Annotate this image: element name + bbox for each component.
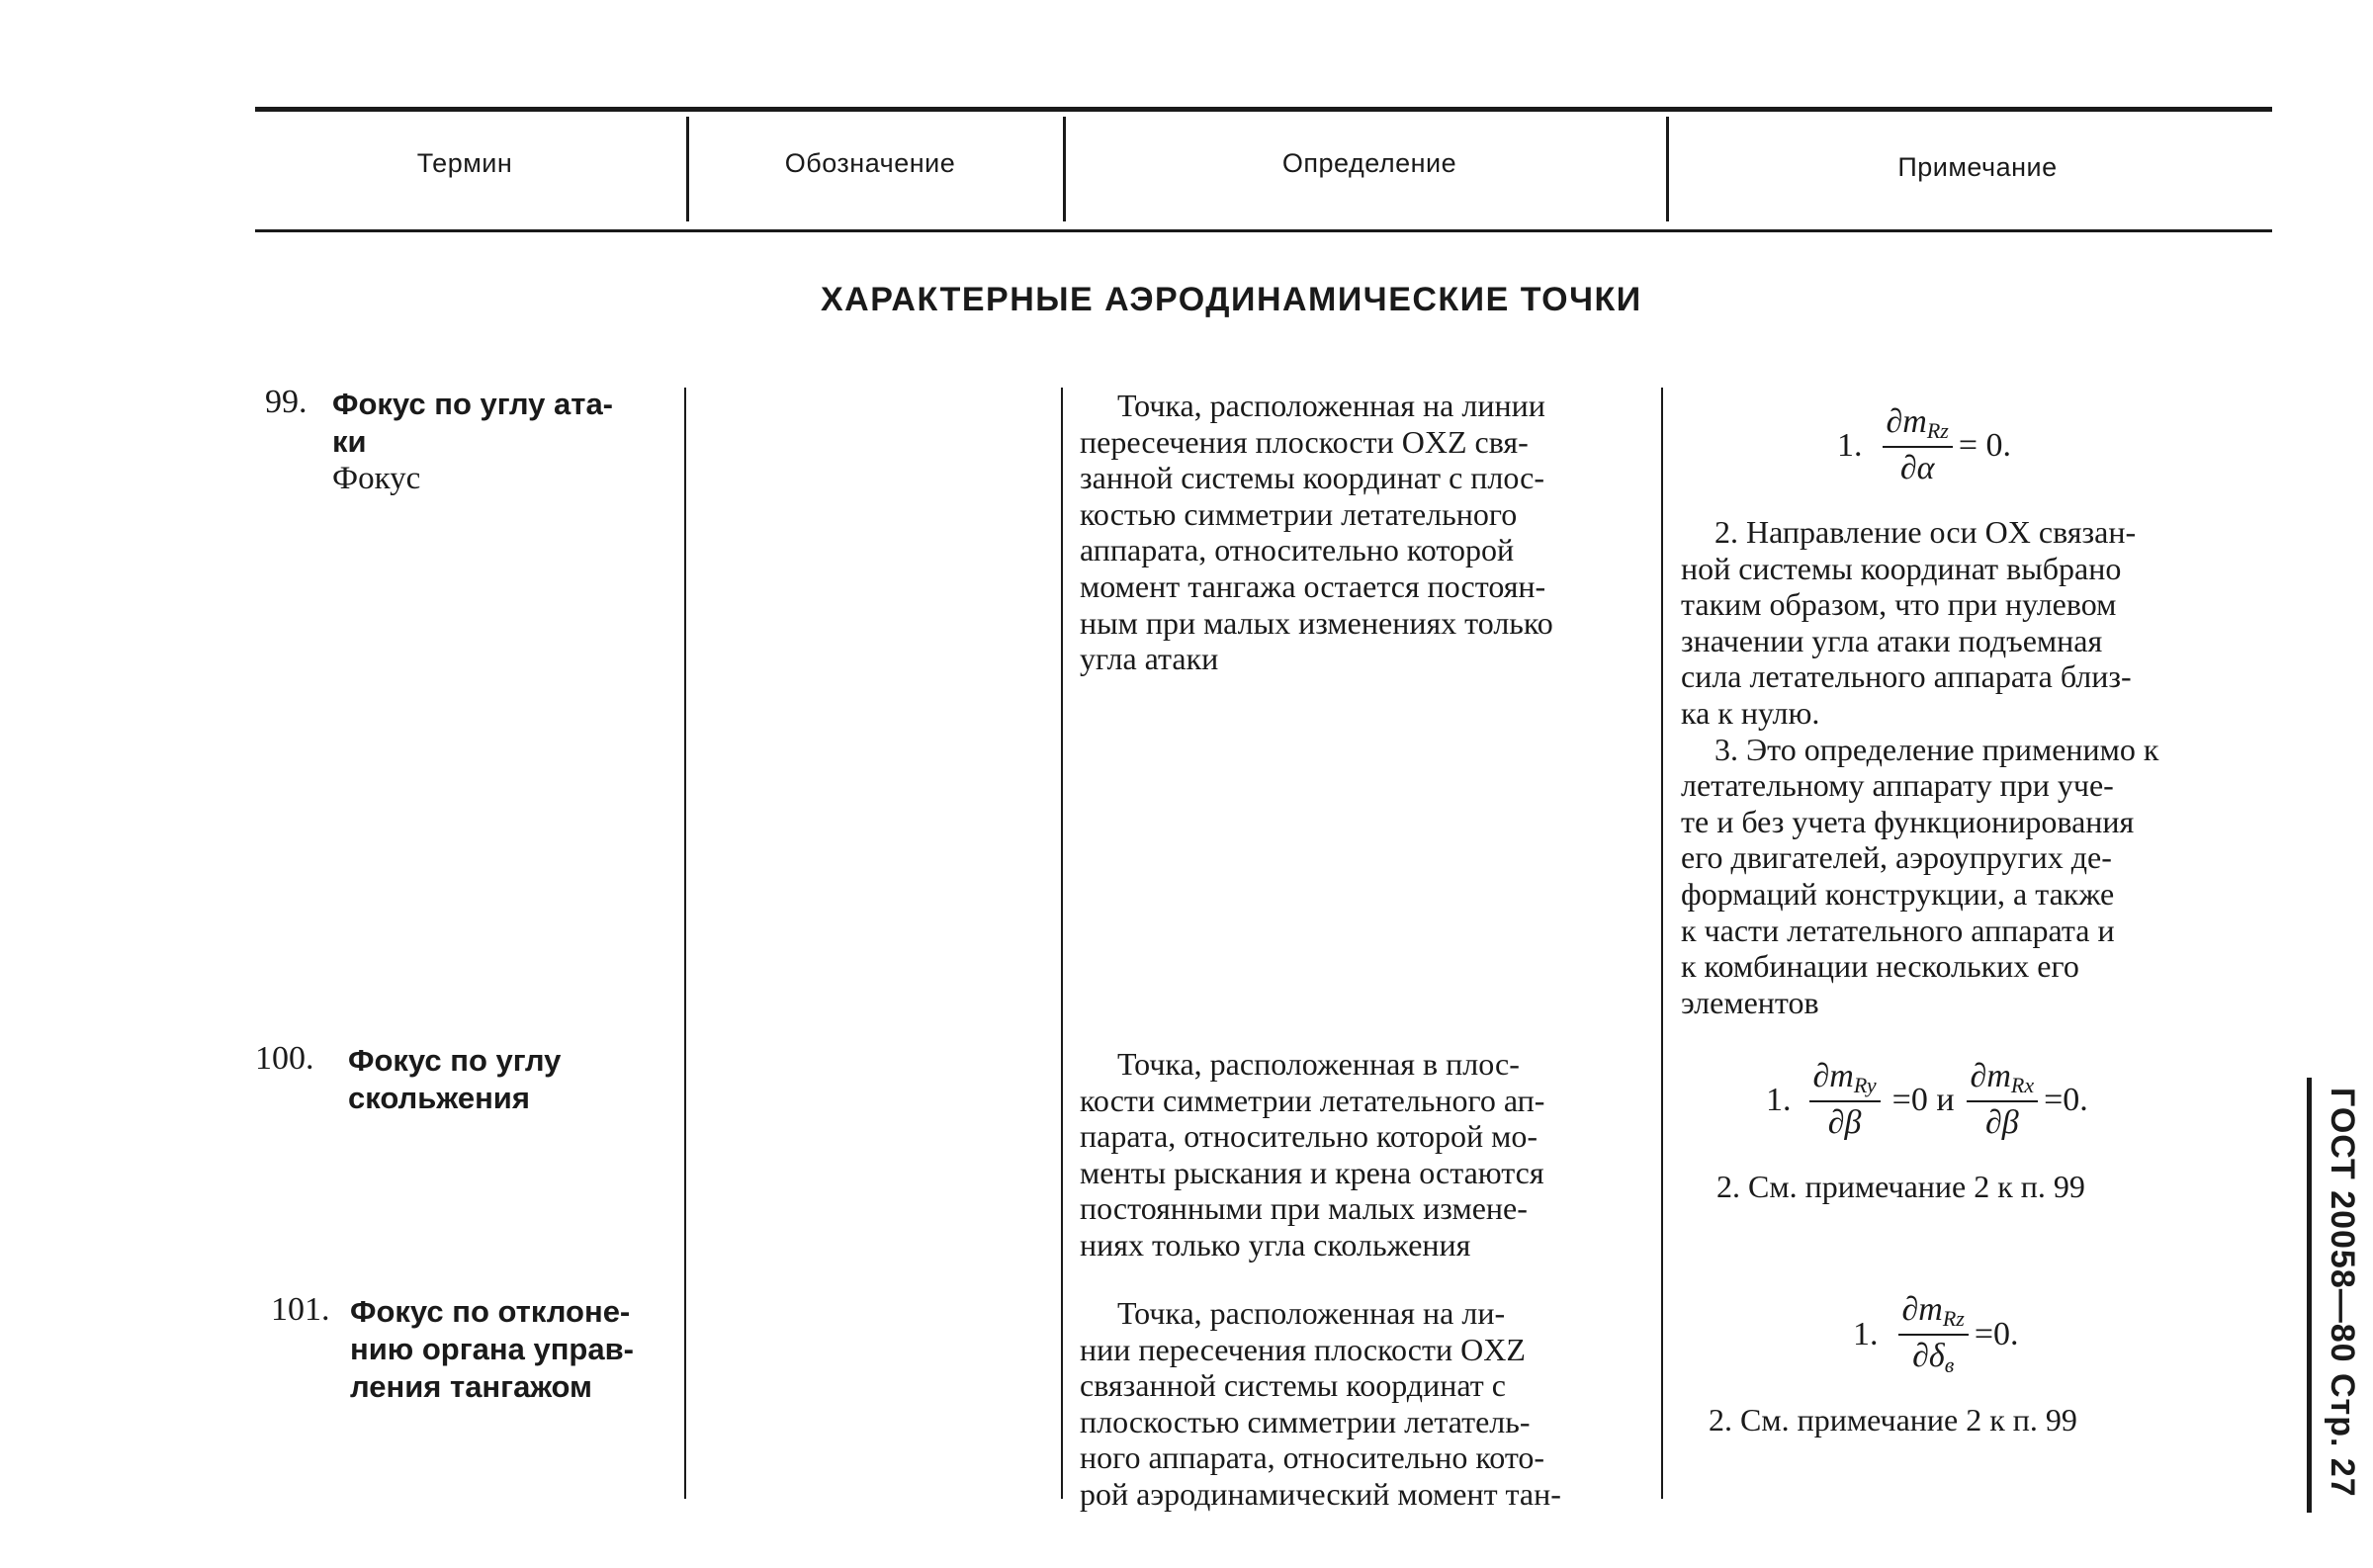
entry-101-note (1709, 1402, 2262, 1438)
entry-100-frac2-num-sub: Rx (2010, 1073, 2035, 1097)
entry-100-frac2-den: ∂β (1984, 1104, 2019, 1141)
entry-99-term-bold-1: Фокус по углу ата- (332, 387, 614, 421)
side-label-text: ГОСТ 20058—80 Стр. 27 (2324, 1088, 2361, 1498)
header-divider-1 (686, 117, 689, 221)
header-divider-2 (1063, 117, 1066, 221)
entry-100-def-line-4: менты рыскания и крена остаются (1080, 1154, 1544, 1190)
column-header-symbol: Обозначение (784, 148, 956, 178)
entry-99-note-line-4: значении угла атаки подъемная (1681, 622, 2103, 658)
entry-101-number: 101. (271, 1291, 330, 1328)
entry-99-note-line-5: сила летательного аппарата близ- (1681, 658, 2132, 695)
entry-101-frac-den: ∂δ (1912, 1338, 1945, 1374)
entry-100-frac1-num: ∂m (1812, 1058, 1854, 1094)
entry-99-frac-den: ∂α (1899, 450, 1935, 486)
header-top-rule (255, 107, 2272, 112)
entry-99-note-line-11: формаций конструкции, а также (1681, 875, 2115, 912)
header-bottom-rule (255, 229, 2272, 232)
entry-100-frac2-num: ∂m (1970, 1058, 2011, 1094)
entry-100-fraction-1 (1809, 1058, 1881, 1142)
entry-100-number: 100. (255, 1040, 314, 1077)
entry-99-def-line-1: Точка, расположенная на линии (1117, 388, 1545, 423)
entry-99-formula-rhs: = 0. (1958, 426, 2012, 464)
entry-100-term (348, 1042, 674, 1117)
entry-99-def-line-4: костью симметрии летательного (1080, 495, 1518, 532)
entry-99-note-line-3: таким образом, что при нулевом (1681, 586, 2117, 623)
entry-100-formula-mid: =0 и (1891, 1081, 1955, 1118)
entry-101-def-line-6: рой аэродинамический момент тан- (1080, 1475, 1561, 1512)
entry-99-note-line-14: элементов (1681, 984, 1819, 1020)
entry-101-frac-num-sub: Rz (1942, 1306, 1965, 1331)
entry-100-formula-index: 1. (1766, 1081, 1792, 1118)
entry-99-fraction (1883, 403, 1953, 487)
entry-99-note-line-8: летательному аппарату при уче- (1681, 767, 2114, 804)
entry-101-term-bold-3: ления тангажом (350, 1369, 592, 1404)
entry-99-number: 99. (265, 384, 308, 420)
entry-101-formula-rhs: =0. (1974, 1316, 2019, 1352)
entry-100-def-line-1: Точка, расположенная в плос- (1117, 1046, 1520, 1082)
entry-99-note-line-6: ка к нулю. (1681, 694, 1820, 731)
entry-99-term (332, 386, 678, 497)
entry-99-def-line-2: пересечения плоскости OXZ свя- (1080, 423, 1529, 460)
entry-100-def-line-2: кости симметрии летательного ап- (1080, 1082, 1545, 1118)
entry-101-formula (1853, 1291, 2019, 1378)
section-title: ХАРАКТЕРНЫЕ АЭРОДИНАМИЧЕСКИЕ ТОЧКИ (821, 281, 1642, 318)
entry-99-note-line-1: 2. Направление оси OX связан- (1714, 514, 2137, 550)
entry-99-formula (1837, 403, 2011, 487)
column-header-note: Примечание (1897, 152, 2058, 182)
entry-101-note-line: 2. См. примечание 2 к п. 99 (1709, 1402, 2077, 1437)
entry-99-formula-index: 1. (1837, 426, 1863, 464)
entry-100-term-bold-1: Фокус по углу (348, 1043, 562, 1078)
entry-99-note-line-13: к комбинации нескольких его (1681, 948, 2079, 985)
entry-99-note-line-7: 3. Это определение применимо к (1714, 731, 2159, 767)
entry-99-frac-num-sub: Rz (1926, 418, 1949, 443)
entry-100-term-bold-2: скольжения (348, 1081, 530, 1115)
entry-99-note-line-2: ной системы координат выбрано (1681, 550, 2122, 586)
side-label (2312, 1088, 2371, 1523)
entry-99-def-line-5: аппарата, относительно которой (1080, 532, 1515, 568)
entry-99-term-short: Фокус (332, 461, 421, 496)
entry-101-definition (1080, 1295, 1653, 1513)
entry-99-def-line-8: угла атаки (1080, 641, 1219, 677)
entry-100-fraction-2 (1967, 1058, 2039, 1142)
header-divider-3 (1666, 117, 1669, 221)
entry-101-frac-num: ∂m (1901, 1291, 1943, 1328)
entry-101-def-line-2: нии пересечения плоскости OXZ (1080, 1331, 1526, 1367)
entry-100-formula-rhs: =0. (2044, 1081, 2088, 1118)
entry-101-def-line-1: Точка, расположенная на ли- (1117, 1295, 1506, 1331)
entry-100-definition (1080, 1046, 1653, 1263)
entry-101-def-line-5: ного аппарата, относительно кото- (1080, 1439, 1545, 1476)
entry-101-term-bold-1: Фокус по отклоне- (350, 1294, 631, 1329)
entry-101-formula-index: 1. (1853, 1316, 1879, 1352)
body-divider-term (684, 388, 686, 1499)
entry-101-def-line-4: плоскостью симметрии летатель- (1080, 1403, 1531, 1439)
entry-100-def-line-6: ниях только угла скольжения (1080, 1226, 1471, 1263)
entry-99-notes (1681, 514, 2274, 1020)
entry-100-note-line: 2. См. примечание 2 к п. 99 (1716, 1169, 2085, 1204)
column-header-term: Термин (416, 148, 513, 178)
entry-100-frac1-den: ∂β (1827, 1104, 1862, 1141)
entry-99-note-line-9: те и без учета функционирования (1681, 803, 2135, 839)
entry-99-note-line-10: его двигателей, аэроупругих де- (1681, 839, 2112, 876)
entry-100-frac1-num-sub: Ry (1853, 1073, 1877, 1097)
entry-101-term (350, 1293, 682, 1406)
entry-99-def-line-3: занной системы координат с плос- (1080, 460, 1545, 496)
entry-101-def-line-3: связанной системы координат с (1080, 1367, 1506, 1404)
body-divider-definition-right (1661, 388, 1663, 1499)
entry-99-term-bold-2: ки (332, 424, 367, 459)
entry-99-note-line-12: к части летательного аппарата и (1681, 912, 2115, 948)
body-divider-definition-left (1061, 388, 1063, 1499)
entry-99-frac-num: ∂m (1886, 403, 1927, 440)
entry-99-def-line-6: момент тангажа остается постоян- (1080, 567, 1546, 604)
entry-101-frac-den-sub: в (1944, 1352, 1955, 1377)
entry-99-definition (1080, 388, 1653, 677)
entry-100-formula (1766, 1058, 2088, 1142)
entry-101-term-bold-2: нию органа управ- (350, 1332, 634, 1366)
entry-100-note (1716, 1169, 2270, 1205)
entry-99-def-line-7: ным при малых изменениях только (1080, 604, 1553, 641)
entry-100-def-line-3: парата, относительно которой мо- (1080, 1118, 1538, 1155)
column-header-definition: Определение (1281, 148, 1457, 178)
entry-101-fraction (1898, 1291, 1969, 1378)
entry-100-def-line-5: постоянными при малых измене- (1080, 1190, 1528, 1227)
